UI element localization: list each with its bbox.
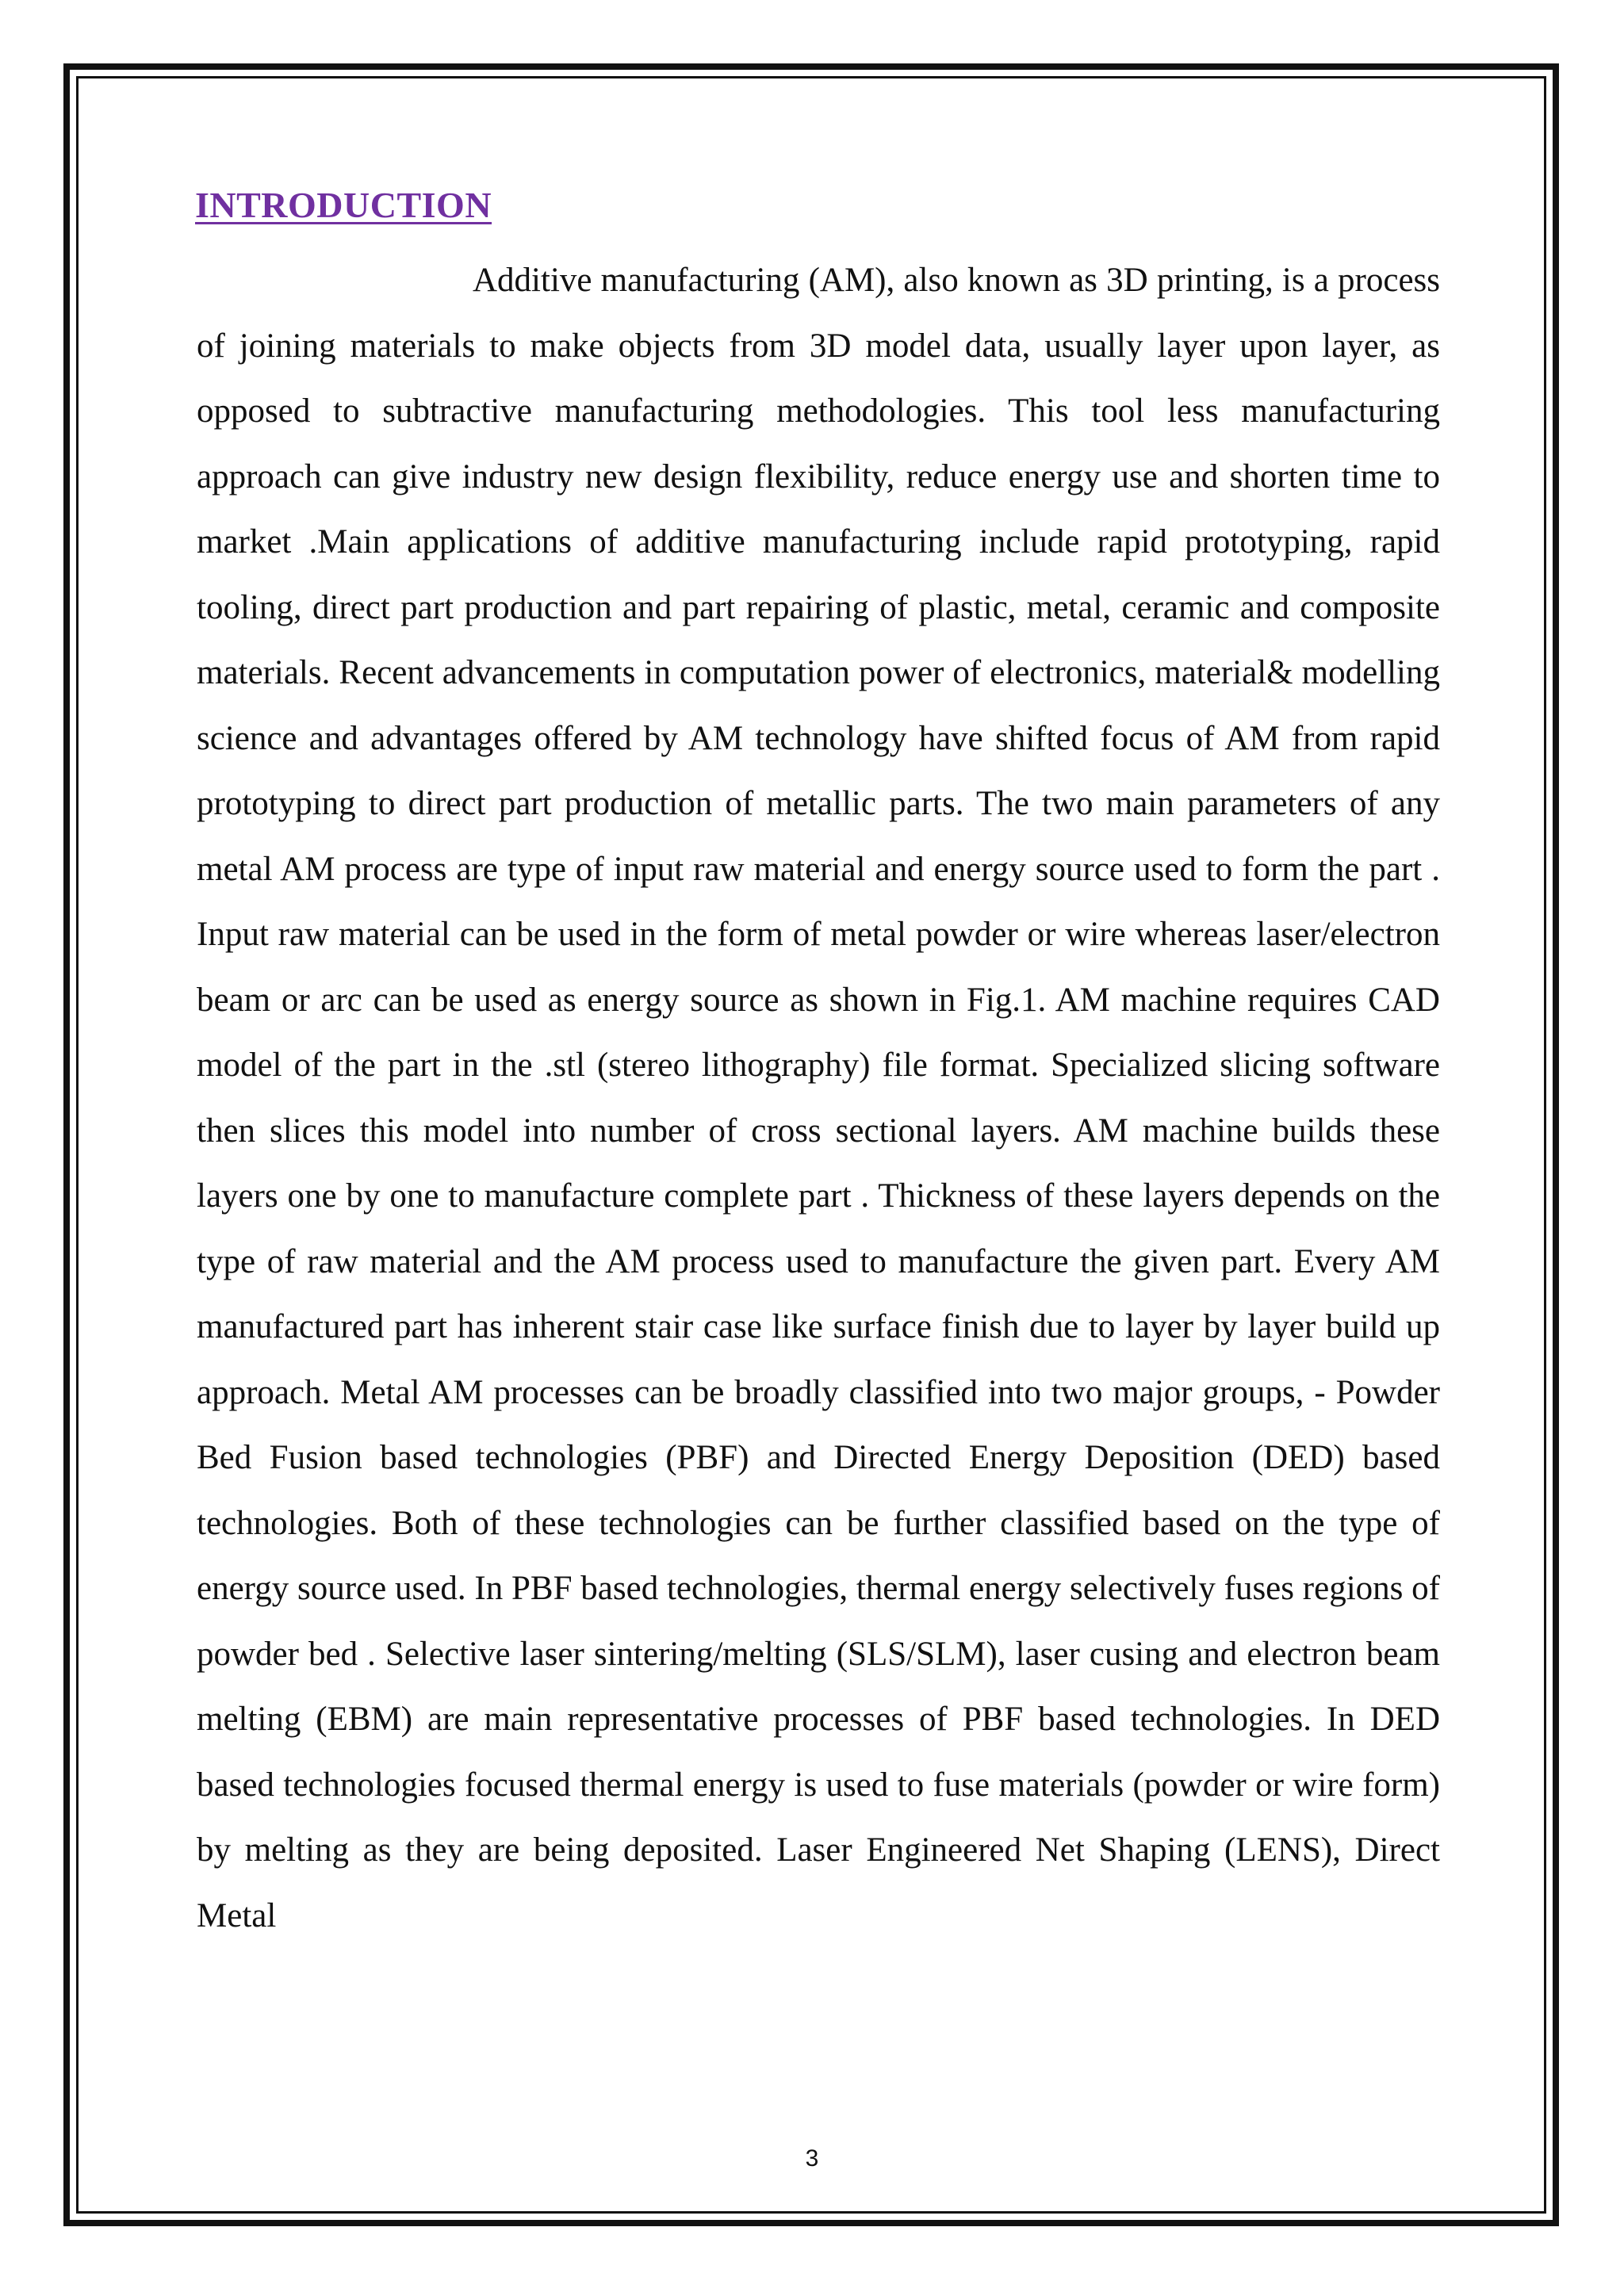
body-paragraph: Additive manufacturing (AM), also known as 3D printing, is a process of joining materials to make objects from 3D model data, usually layer upon layer, as opposed to subtractive manufacturing methodologies. This tool less manufacturing approach can give industry new design flexibility, reduce energy use and shorten time to market .Main applications of additive manufacturing include rapid prototyping, rapid tooling, direct part production and part repairing of plastic, metal, ceramic and composite materials. Recent advancements in computation power of electronics, material& modelling science and advantages offered by AM technology have shifted focus of AM from rapid prototyping to direct part production of metallic parts. The two main parameters of any metal AM process are type of input raw material and energy source used to form the part . Input raw material can be used in the form of metal powder or wire whereas laser/electron beam or arc can be used as energy source as shown in Fig.1. AM machine requires CAD model of the part in the .stl (stereo lithography) file format. Specialized slicing software then slices this model into number of cross sectional layers. AM machine builds these layers one by one to manufacture complete part . Thickness of these layers depends on the type of raw material and the AM process used to manufacture the given part. Every AM manufactured part has inherent stair case like surface finish due to layer by layer build up approach. Metal AM processes can be broadly classified into two major groups, - Powder Bed Fusion based technologies (PBF) and Directed Energy Deposition (DED) based technologies. Both of these technologies can be further classified based on the type of energy source used. In PBF based technologies, thermal energy selectively fuses regions of powder bed . Selective laser sintering/melting (SLS/SLM), laser cusing and electron beam melting (EBM) are main representative processes of PBF based technologies. In DED based technologies focused thermal energy is used to fuse materials (powder or wire form) by melting as they are being deposited. Laser Engineered Net Shaping (LENS), Direct Metal: [197, 262, 1440, 1934]
page-number: 3: [805, 2145, 819, 2172]
section-heading: INTRODUCTION: [195, 185, 492, 225]
